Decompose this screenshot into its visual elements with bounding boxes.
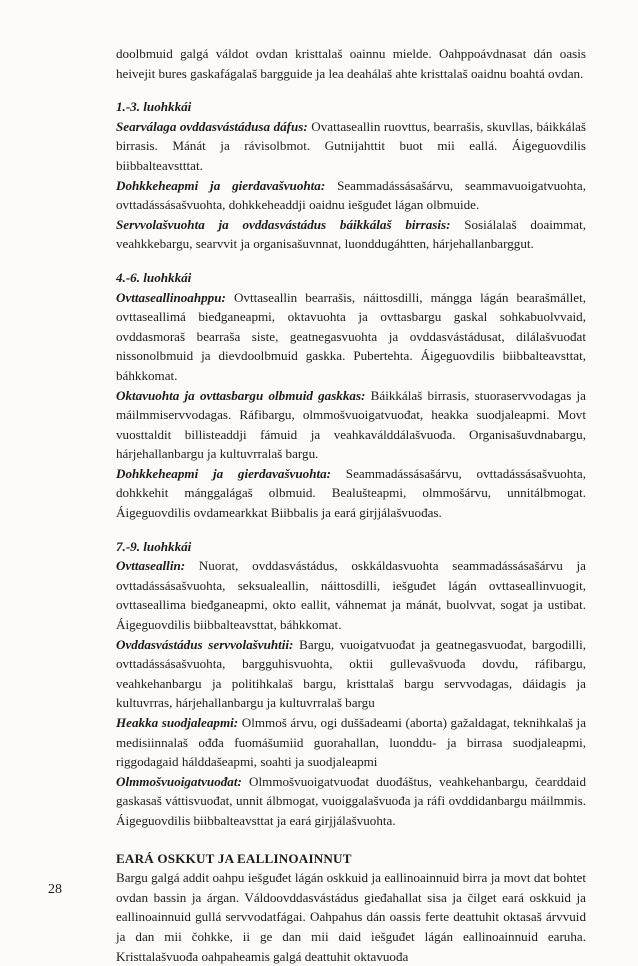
entry-term: Heakka suodjaleapmi: bbox=[116, 715, 239, 730]
entry-term: Olmmošvuoigatvuođat: bbox=[116, 773, 242, 789]
entry bbox=[116, 713, 586, 772]
entry-text: Olmmoš árvu, ogi duššadeami (aborta) gažaldagat, teknihkalaš ja medisiinnalaš ođđa fuomášumiid guorahallan, luonddu- ja birrasa suodjaleapmi, riggodagaid hálddašeapmi, soahti ja suodjaleapmi bbox=[116, 715, 587, 770]
entry-text: Seammadássásašárvu, seammavuoigatvuohta, ovttadássásašvuohta, dohkkeheaddji oaidnu iešguđet lágan olbmuide. bbox=[116, 177, 587, 213]
section-title-1-3: 1.-3. luohkkái bbox=[116, 99, 192, 115]
entry-term: Ovddasvástádus servvolašvuhtii: bbox=[116, 636, 294, 652]
entry-text: Bargu, vuoigatvuođat ja geatnegasvuođat, bargodilli, ovttadássásašvuohta, bargguhisvuohta, oktii gullevašvuođa dovdu, ráfibargu, veahkehanbargu ja politihkalaš bargu, kristtalaš bargu servvodagas, dáidagis ja kultuvrras, hárjehallanbargu ja kultuvrralaš bargu bbox=[116, 636, 586, 711]
entry-text: Olmmošvuoigatvuođat duođáštus, veahkehanbargu, čearddaid gaskasaš váttisvuođat, unnit álbmogat, vuoiggalašvuođa ja ráfi ovddidanbargu máilmmis. Áigeguovdilis biibbalteavsttat ja eará girjjálašvuohta. bbox=[116, 773, 586, 828]
entry-term: Ovttaseallin: bbox=[116, 558, 186, 574]
page-number: 28 bbox=[48, 882, 62, 897]
entry-term: Servvolašvuohta ja ovddasvástádus báikkálaš birrasis: bbox=[116, 216, 451, 232]
entry bbox=[116, 117, 586, 176]
entry-term: Ovttaseallinoahppu: bbox=[116, 289, 226, 305]
entry bbox=[116, 386, 586, 464]
section-heading: EARÁ OSKKUT JA EALLINOAINNUT bbox=[116, 850, 352, 866]
entry-text: Nuorat, ovddasvástádus, oskkáldasvuohta seammadássásašárvu ja ovttadássásašvuohta, seksualeallin, náittosdilli, iešguđet lágán ovttaseallinvuogit, ovttaseallima bieđganeapmi, okto eallit, váhnemat ja mánát, buolvvat, sogat ja ustibat. Áigeguovdilis biibbalteavsttat, báhkkomat. bbox=[116, 558, 586, 633]
entry-term: Dohkkeheapmi ja gierdavašvuohta: bbox=[116, 465, 332, 481]
entry bbox=[116, 288, 586, 386]
section-title-7-9: 7.-9. luohkkái bbox=[116, 538, 192, 554]
entry bbox=[116, 635, 586, 713]
page-content bbox=[116, 44, 586, 966]
entry bbox=[116, 556, 586, 634]
entry-text: Ovttaseallin bearrašis, náittosdilli, mángga lágán bearašmállet, ovttaseallimá bieđganeapmi, oktavuohta ja ovttasbargu gaskal sohkabuolvvaid, ovddasmoraš bearraša siste, geatnegasvuohta ja ovddasvástádusat, dilálašvuođat nissonolbmuid ja dievdoolbmuid gaskka. Pubertehta. Áigeguovdilis biibbalteavsttat, báhkkomat. bbox=[116, 289, 586, 383]
entry bbox=[116, 176, 586, 215]
entry-text: Sosiálalaš doaimmat, veahkkebargu, searvvit ja organisašuvnnat, luonddugáhtten, hárjehallanbarggut. bbox=[116, 216, 586, 252]
section-paragraph: Bargu galgá addit oahpu iešguđet lágán oskkuid ja eallinoainnuid birra ja movt dat bohtet ovdan bassin ja árgan. Váldoovddasvástádus gieđahallat sisa ja čilget eará oskkuid ja eallinoainnuid gullá servvodatfágai. Oahpahus dán oassis ferte deattuhit oktasaš árvvuid ja dan mii čohkke, ii ge dan mii daid iešguđet lágán eallinoainnuid earuha. Kristtalašvuođa oahpaheamis galgá deattuhit oktavuođa bbox=[116, 870, 586, 964]
intro-paragraph: doolbmuid galgá váldot ovdan kristtalaš oainnu mielde. Oahppoávdnasat dán oasis heivejit bures gaskafágalaš bargguide ja lea deahálaš ahte kristtalaš oaidnu boahtá ovdan. bbox=[116, 46, 586, 81]
entry bbox=[116, 464, 586, 523]
entry bbox=[116, 215, 586, 254]
entry-term: Searválaga ovddasvástádusa dáfus: bbox=[116, 118, 308, 134]
entry-term: Dohkkeheapmi ja gierdavašvuohta: bbox=[116, 177, 326, 193]
entry-text: Báikkálaš birrasis, stuoraservvodagas ja máilmmiservvodagas. Ráfibargu, olmmošvuoigatvuođat, heakka suodjaleapmi. Movt vuosttaldit billisteaddji fámuid ja veahkaválddálašvuođa. Organisašuvdnabargu, hárjehallanbargu ja kultuvrralaš bargu. bbox=[116, 387, 586, 462]
entry-term: Oktavuohta ja ovttasbargu olbmuid gaskkas: bbox=[116, 387, 366, 403]
section-title-4-6: 4.-6. luohkkái bbox=[116, 269, 192, 285]
entry-text: Seammadássásašárvu, ovttadássásašvuohta, dohkkehit mánggalágaš olbmuid. Bealušteapmi, olmmošárvu, unnitálbmogat. Áigeguovdilis ovdamearkkat Biibbalis ja eará girjjálašvuođas. bbox=[116, 465, 586, 521]
entry bbox=[116, 772, 586, 831]
entry-text: Ovattaseallin ruovttus, bearrašis, skuvllas, báikkálaš birrasis. Mánát ja rávisolbmot. Gutnijahttit buot mii eallá. Áigeguovdilis biibbalteavstttat. bbox=[116, 118, 586, 173]
